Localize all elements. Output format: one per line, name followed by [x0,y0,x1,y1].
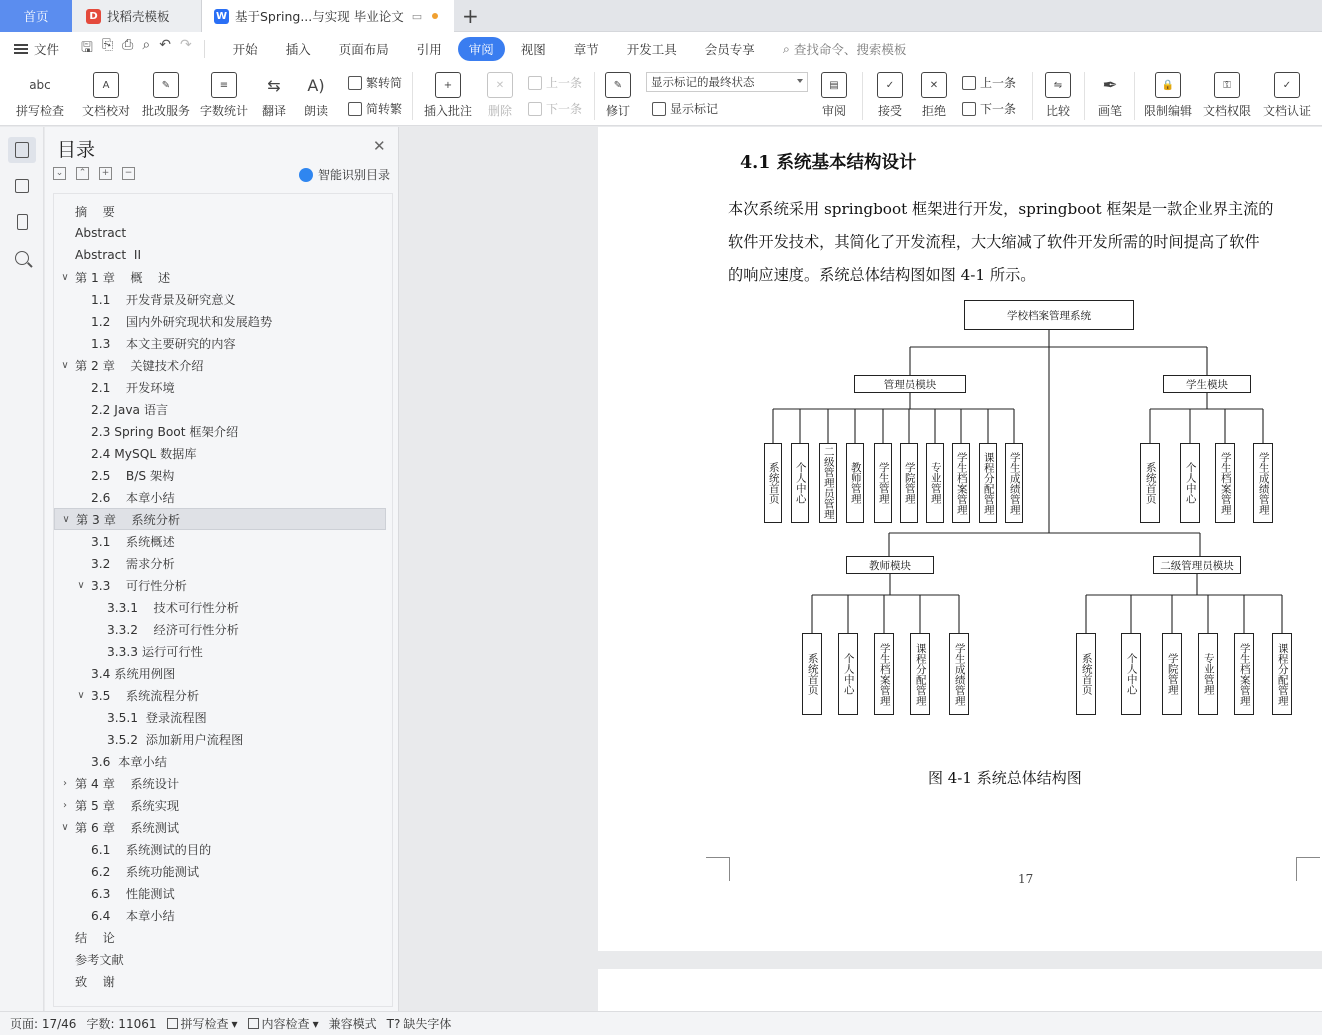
toc-item[interactable] [54,684,394,706]
expand-all-icon[interactable]: ⌄ [53,167,66,180]
toc-item[interactable] [54,728,394,750]
toc-item-label: 结 论 [75,930,115,945]
menu-page-layout[interactable]: 页面布局 [338,42,389,57]
toc-item-label: 3.3.3 运行可行性 [107,644,203,659]
spellcheck-status-label: 拼写检查 [180,1017,229,1031]
chevron-down-icon[interactable]: ∨ [61,271,69,283]
crop-mark [706,857,730,881]
toc-item-label: 摘 要 [75,204,115,219]
toc-item-label: 3.2 需求分析 [91,556,175,571]
toc-item[interactable] [54,618,394,640]
content-check-status[interactable] [248,1015,319,1032]
toc-item-label: 6.1 系统测试的目的 [91,842,212,857]
menu-view[interactable]: 视图 [520,42,546,57]
leaf-module-box: 系统首页 [1076,633,1096,715]
leaf-module-box: 系统首页 [802,633,822,715]
doc-permission-label: 文档权限 [1202,104,1251,118]
toc-item-label: 第 3 章 系统分析 [76,512,181,527]
menu-review[interactable]: 审阅 [458,37,505,61]
status-bar [0,1011,1322,1035]
toc-item-label: 1.1 开发背景及研究意义 [91,292,236,307]
simp-to-trad-label: 简转繁 [366,102,403,116]
divider [1084,72,1085,120]
file-menu-label: 文件 [34,42,60,57]
show-markup-label: 显示标记 [670,102,719,116]
leaf-module-box: 课程分配管理 [979,443,997,523]
toc-item-label: 3.6 本章小结 [91,754,167,769]
leaf-module-box: 学生档案管理 [874,633,894,715]
wps-writer-icon: W [215,10,228,22]
doc-permission-button[interactable] [1200,66,1254,126]
toc-item[interactable] [54,222,394,244]
new-tab-button[interactable]: + [462,4,479,28]
leaf-module-box: 系统首页 [1140,443,1160,523]
navigation-icon [15,179,29,193]
ai-icon [299,168,313,182]
accept-label: 接受 [877,104,902,118]
insert-comment-label: 插入批注 [423,104,472,118]
canvas-background [400,127,598,1011]
toc-panel-button[interactable] [8,137,36,163]
toc-item-label: 第 2 章 关键技术介绍 [75,358,204,373]
toc-item[interactable] [54,398,394,420]
font-icon: T? [386,1016,401,1031]
doc-cert-button[interactable] [1260,66,1314,126]
toc-item-label: 6.3 性能测试 [91,886,175,901]
leaf-module-box: 学生档案管理 [1234,633,1254,715]
pen-label: 画笔 [1097,104,1122,118]
next-comment-icon [528,102,542,116]
bookmark-icon [17,214,28,230]
toc-item[interactable] [54,706,394,728]
leaf-module-box: 学生管理 [874,443,892,523]
daoke-icon: D [86,9,101,24]
navigation-button[interactable] [8,173,36,199]
figure-caption: 图 4-1 系统总体结构图 [928,769,1082,787]
toc-item[interactable] [54,794,394,816]
toc-item[interactable] [54,750,394,772]
toc-item-label: 3.5.2 添加新用户流程图 [107,732,244,747]
toc-item-label: 6.4 本章小结 [91,908,175,923]
toc-item[interactable] [54,640,394,662]
toc-list [53,193,393,1007]
toc-item[interactable] [54,376,394,398]
revise-service-button[interactable] [138,66,194,126]
toc-item-label: 3.5 系统流程分析 [91,688,200,703]
next-change-label: 下一条 [980,102,1017,116]
toc-item-label: 6.2 系统功能测试 [91,864,200,879]
divider [412,72,413,120]
content-check-icon [248,1018,259,1029]
show-markup-button[interactable] [652,100,718,117]
toc-item-label: 致 谢 [75,974,115,989]
smart-toc-button[interactable] [299,166,390,183]
spellcheck-status-icon [167,1018,178,1029]
module-box: 教师模块 [846,556,934,574]
remove-heading-icon[interactable]: − [122,167,135,180]
spellcheck-status[interactable] [167,1015,238,1032]
doc-proof-button[interactable] [78,66,134,126]
page-indicator[interactable]: 页面: 17/46 [10,1017,77,1031]
chevron-down-icon[interactable]: ∨ [61,359,69,371]
search-icon: ⌕ [782,41,790,56]
paragraph-line: 软件开发技术，其简化了开发流程，大大缩减了软件开发所需的时间提高了软件 [728,233,1260,251]
next-change-icon [962,102,976,116]
toc-toolbar [53,167,135,180]
trad-to-simp-label: 繁转简 [366,76,403,90]
structure-diagram [758,297,1298,717]
toc-item-label: 3.3.2 经济可行性分析 [107,622,239,637]
spellcheck-icon: abc [29,78,51,92]
toc-item[interactable] [54,552,394,574]
command-search-placeholder: 查找命令、搜索模板 [793,42,907,57]
section-heading: 4.1 系统基本结构设计 [740,153,917,173]
toc-item-label: 2.6 本章小结 [91,490,175,505]
doc-cert-icon: ✓ [1274,72,1300,98]
menu-references[interactable]: 引用 [416,42,442,57]
compat-mode: 兼容模式 [328,1017,377,1031]
collapse-all-icon[interactable]: ⌃ [76,167,89,180]
compare-icon: ⇋ [1045,72,1071,98]
toc-item-label: 参考文献 [75,952,124,967]
menu-start[interactable]: 开始 [232,42,258,57]
missing-font-label: 缺失字体 [403,1017,452,1031]
module-box: 管理员模块 [854,375,966,393]
toc-icon [15,142,29,158]
next-page[interactable] [598,969,1322,1011]
reject-icon: ✕ [921,72,947,98]
pen-button[interactable] [1092,66,1128,126]
toc-item[interactable] [54,860,394,882]
menu-developer[interactable]: 开发工具 [626,42,677,57]
toc-item-label: 3.5.1 登录流程图 [107,710,207,725]
revise-service-icon: ✎ [153,72,179,98]
trad-to-simp-icon [348,76,362,90]
insert-comment-button[interactable] [420,66,476,126]
tab-document[interactable] [202,0,454,32]
translate-icon: ⇆ [267,75,281,95]
toc-item[interactable] [54,332,394,354]
compare-label: 比较 [1045,104,1070,118]
toc-item-label: Abstract II [75,248,142,262]
chevron-down-icon[interactable]: ∨ [61,821,69,833]
toc-item[interactable] [54,288,394,310]
toc-item[interactable] [54,266,394,288]
divider [862,72,863,120]
toc-item-label: 3.3 可行性分析 [91,578,187,593]
spellcheck-label: 拼写检查 [15,104,64,118]
side-icon-strip [0,127,44,1011]
delete-comment-icon: ✕ [487,72,513,98]
toc-item-label: 3.4 系统用例图 [91,666,176,681]
tab-home[interactable] [0,0,72,32]
doc-proof-icon: A [93,72,119,98]
prev-change-button[interactable] [962,74,1016,91]
toc-item[interactable] [54,464,394,486]
divider [1134,72,1135,120]
toc-item[interactable] [54,244,394,266]
close-icon[interactable]: ✕ [373,137,386,155]
review-ribbon [0,66,1322,126]
prev-comment-button[interactable] [528,74,582,91]
toc-item[interactable] [54,530,394,552]
toc-item-label: 2.2 Java 语言 [91,402,169,417]
chevron-down-icon[interactable]: ∨ [77,689,85,701]
paragraph-line: 的响应速度。系统总体结构图如图 4-1 所示。 [728,266,1036,284]
lock-icon: 🔒 [1155,72,1181,98]
toc-item[interactable] [54,838,394,860]
divider [204,40,205,58]
quick-access-toolbar [81,37,192,61]
tab-template[interactable] [72,0,202,32]
toc-item[interactable] [54,882,394,904]
toc-item-label: 第 5 章 系统实现 [75,798,180,813]
missing-font-status[interactable] [387,1015,452,1032]
leaf-module-box: 课程分配管理 [1272,633,1292,715]
hamburger-icon [14,44,28,54]
toc-item-label: Abstract [75,226,127,240]
toc-item-label: 2.4 MySQL 数据库 [91,446,197,461]
toc-panel [45,127,399,1011]
window-restore-icon[interactable]: ▭ [411,9,423,23]
tab-bar [0,0,1322,32]
track-changes-icon: ✎ [605,72,631,98]
compare-button[interactable] [1040,66,1076,126]
accept-button[interactable] [872,66,908,126]
toc-title: 目录 [57,139,96,161]
prev-change-label: 上一条 [980,76,1017,90]
toc-item[interactable] [54,420,394,442]
toc-item[interactable] [54,486,394,508]
delete-comment-button[interactable] [480,66,520,126]
module-box: 二级管理员模块 [1153,556,1241,574]
doc-permission-icon: ⚿ [1214,72,1240,98]
chevron-down-icon: ▾ [231,1016,238,1031]
leaf-module-box: 个人中心 [1180,443,1200,523]
leaf-module-box: 学院管理 [1162,633,1182,715]
leaf-module-box: 个人中心 [1121,633,1141,715]
toc-item-label: 1.2 国内外研究现状和发展趋势 [91,314,273,329]
read-aloud-button[interactable] [298,66,334,126]
leaf-module-box: 课程分配管理 [910,633,930,715]
toc-item[interactable] [54,442,394,464]
word-count-label: 字数统计 [199,104,248,118]
track-changes-label: 修订 [605,104,630,118]
add-heading-icon[interactable]: + [99,167,112,180]
leaf-module-box: 学生成绩管理 [1253,443,1273,523]
prev-comment-label: 上一条 [546,76,583,90]
paragraph-line: 本次系统采用 springboot 框架进行开发，springboot 框架是一款企业界主流的 [728,200,1274,218]
reject-button[interactable] [916,66,952,126]
page-number: 17 [1018,872,1034,886]
chevron-right-icon[interactable]: › [63,777,67,789]
show-markup-icon [652,102,666,116]
spellcheck-button[interactable] [10,66,70,126]
menu-insert[interactable]: 插入 [285,42,311,57]
toc-item[interactable] [54,970,394,992]
toc-item[interactable] [54,200,394,222]
menu-bar [0,32,1322,66]
leaf-module-box: 专业管理 [926,443,944,523]
print-icon[interactable]: ⎙ [122,37,134,53]
translate-button[interactable] [254,66,294,126]
doc-proof-label: 文档校对 [81,104,130,118]
content-check-label: 内容检查 [261,1017,310,1031]
bookmark-button[interactable] [8,209,36,235]
track-changes-button[interactable] [600,66,636,126]
module-box: 学生模块 [1163,375,1251,393]
menu-items [217,37,767,61]
leaf-module-box: 教师管理 [846,443,864,523]
chevron-right-icon[interactable]: › [63,799,67,811]
next-comment-button[interactable] [528,100,582,117]
prev-change-icon [962,76,976,90]
display-state-value: 显示标记的最终状态 [651,75,755,89]
menu-section[interactable]: 章节 [573,42,599,57]
toc-item[interactable] [54,662,394,684]
unsaved-dot-icon [432,13,438,19]
redo-icon[interactable]: ↷ [179,37,192,53]
word-count-icon: ≡ [211,72,237,98]
leaf-module-box: 个人中心 [838,633,858,715]
leaf-module-box: 专业管理 [1198,633,1218,715]
leaf-module-box: 学院管理 [900,443,918,523]
export-pdf-icon[interactable]: ⎘ [101,37,114,53]
toc-item[interactable] [54,508,386,530]
chevron-down-icon [797,79,803,83]
leaf-module-box: 二级管理员管理 [819,443,837,523]
delete-comment-label: 删除 [487,104,512,118]
simp-to-trad-button[interactable] [348,100,402,117]
toc-item-label: 第 6 章 系统测试 [75,820,180,835]
toc-item-label: 2.3 Spring Boot 框架介绍 [91,424,239,439]
toc-item-label: 1.3 本文主要研究的内容 [91,336,236,351]
toc-item-label: 2.5 B/S 架构 [91,468,175,483]
read-aloud-label: 朗读 [303,104,328,118]
review-pane-label: 审阅 [821,104,846,118]
toc-item[interactable] [54,948,394,970]
toc-item[interactable] [54,596,394,618]
revise-service-label: 批改服务 [141,104,190,118]
review-pane-icon: ▤ [821,72,847,98]
find-button[interactable] [8,245,36,271]
tab-document-label: 基于Spring...与实现 毕业论文 [235,9,404,24]
search-icon [15,251,29,265]
print-preview-icon[interactable]: ⌕ [142,37,151,53]
command-search[interactable] [783,40,907,58]
menu-member[interactable]: 会员专享 [704,42,755,57]
simp-to-trad-icon [348,102,362,116]
read-aloud-icon: A) [307,75,325,95]
doc-cert-label: 文档认证 [1262,104,1311,118]
toc-item-label: 第 4 章 系统设计 [75,776,180,791]
leaf-module-box: 系统首页 [764,443,782,523]
trad-to-simp-button[interactable] [348,74,402,91]
display-state-select[interactable] [646,72,808,92]
save-icon[interactable]: 🖫 [81,40,93,56]
word-count-indicator[interactable]: 字数: 11061 [86,1017,157,1031]
restrict-edit-button[interactable] [1140,66,1196,126]
smart-toc-label: 智能识别目录 [318,168,391,182]
leaf-module-box: 学生档案管理 [1215,443,1235,523]
toc-item-label: 第 1 章 概 述 [75,270,171,285]
toc-item[interactable] [54,926,394,948]
leaf-module-box: 学生档案管理 [952,443,970,523]
review-pane-button[interactable] [816,66,852,126]
toc-item[interactable] [54,354,394,376]
leaf-module-box: 个人中心 [791,443,809,523]
document-page[interactable] [598,127,1322,951]
word-count-button[interactable] [196,66,252,126]
divider [594,72,595,120]
tab-template-label: 找稻壳模板 [107,9,170,24]
translate-label: 翻译 [261,104,286,118]
next-change-button[interactable] [962,100,1016,117]
root-module-box: 学校档案管理系统 [964,300,1134,330]
leaf-module-box: 学生成绩管理 [1005,443,1023,523]
undo-icon[interactable]: ↶ [159,37,171,53]
prev-comment-icon [528,76,542,90]
toc-item-label: 3.3.1 技术可行性分析 [107,600,239,615]
toc-item[interactable] [54,772,394,794]
restrict-edit-label: 限制编辑 [1143,104,1192,118]
reject-label: 拒绝 [921,104,946,118]
chevron-down-icon[interactable]: ∨ [77,579,85,591]
next-comment-label: 下一条 [546,102,583,116]
toc-item-label: 3.1 系统概述 [91,534,175,549]
insert-comment-icon: + [435,72,461,98]
pen-icon: ✒ [1102,74,1118,96]
chevron-down-icon[interactable]: ∨ [62,513,70,525]
toc-item[interactable] [54,574,394,596]
toc-item[interactable] [54,310,394,332]
chevron-down-icon: ▾ [312,1016,319,1031]
file-menu-button[interactable] [14,40,59,58]
divider [1032,72,1033,120]
tab-home-label: 首页 [23,9,49,24]
crop-mark [1296,857,1320,881]
accept-icon: ✓ [877,72,903,98]
toc-item[interactable] [54,904,394,926]
leaf-module-box: 学生成绩管理 [949,633,969,715]
toc-item-label: 2.1 开发环境 [91,380,175,395]
toc-item[interactable] [54,816,394,838]
